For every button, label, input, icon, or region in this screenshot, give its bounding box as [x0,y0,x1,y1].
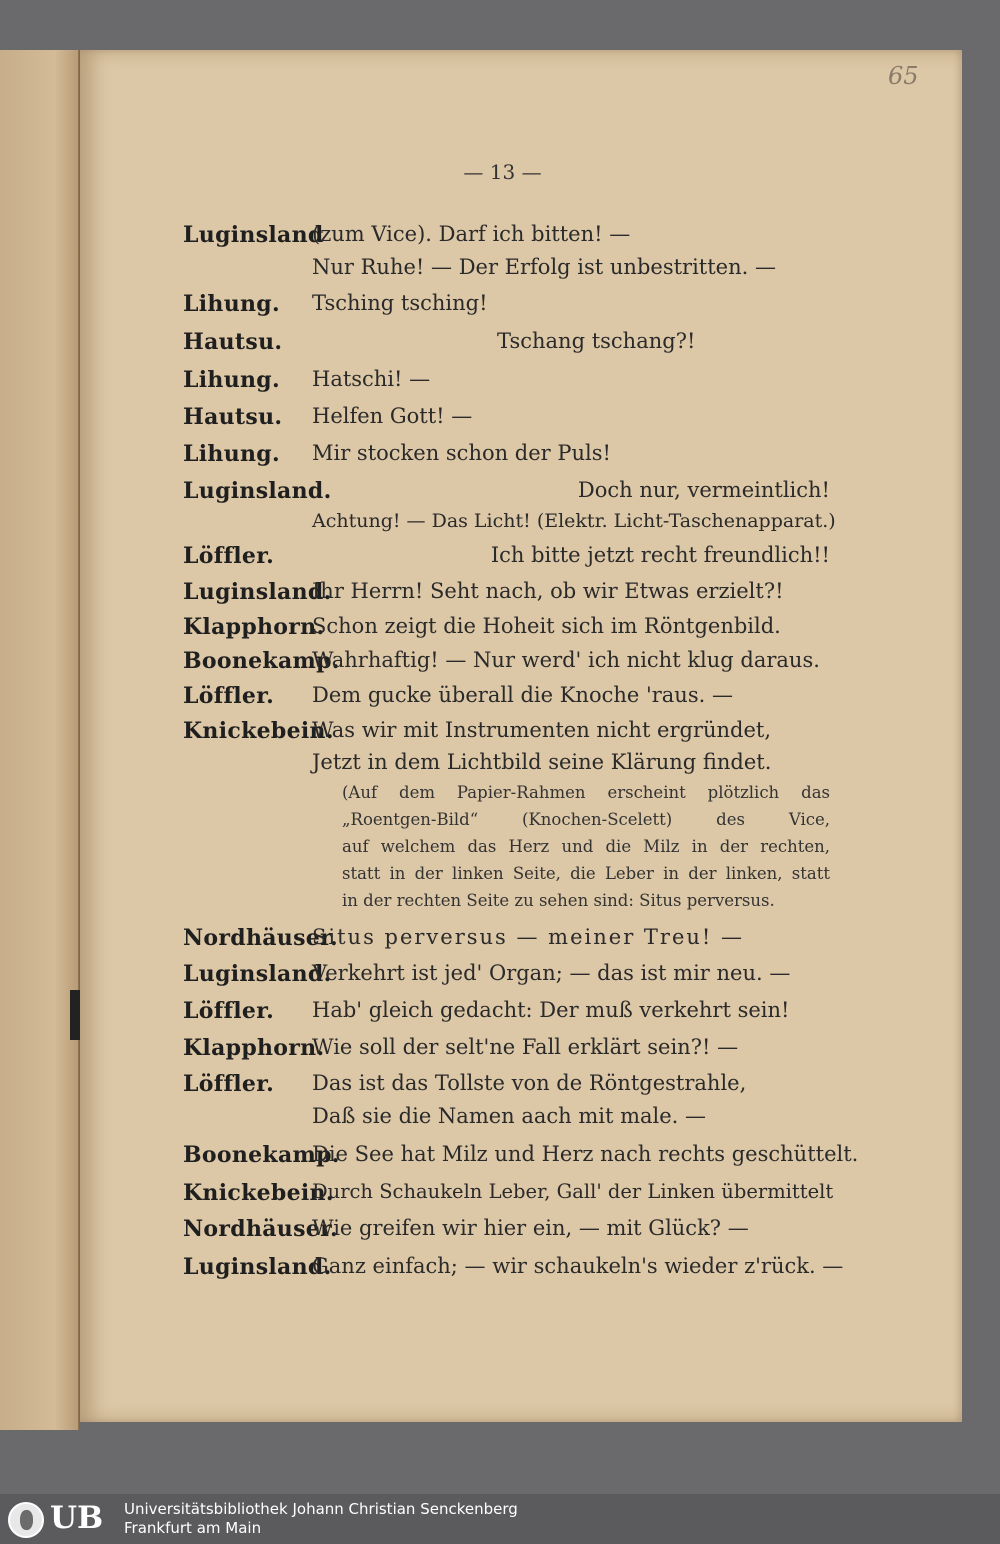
dialogue-line: Die See hat Milz und Herz nach rechts geschüttelt. [312,1142,859,1166]
dialogue-line: Dem gucke überall die Knoche 'raus. — [312,683,733,707]
speaker-name: Luginsland. [183,961,332,987]
speaker-name: Boonekamp. [183,1142,340,1168]
dialogue-line: Achtung! — Das Licht! (Elektr. Licht-Taschenapparat.) [312,510,836,532]
dialogue-line: Situs perversus — meiner Treu! — [312,925,745,949]
library-name: Universitätsbibliothek Johann Christian Senckenberg [124,1500,518,1518]
dialogue-row [0,961,1000,995]
speaker-name: Löffler. [183,683,275,709]
library-city: Frankfurt am Main [124,1519,262,1537]
speaker-name: Nordhäuser. [183,1216,338,1242]
logo-text: UB [50,1500,104,1536]
speaker-name: Hautsu. [183,404,283,430]
dialogue-line: Hab' gleich gedacht: Der muß verkehrt sein! [312,998,790,1022]
dialogue-line: Schon zeigt die Hoheit sich im Röntgenbild. [312,614,781,638]
stage-direction-line: „Roentgen-Bild“ (Knochen-Scelett) des Vice, [342,810,830,829]
dialogue-line: Verkehrt ist jed' Organ; — das ist mir neu. — [312,961,791,985]
dialogue-row [0,1104,1000,1138]
dialogue-line: Tschang tschang?! [497,329,696,353]
dialogue-row [0,998,1000,1032]
dialogue-line: Durch Schaukeln Leber, Gall' der Linken übermittelt [312,1180,834,1203]
stage-direction-line: auf welchem das Herz und die Milz in der rechten, [342,837,830,856]
library-footer [0,1494,1000,1544]
dialogue-line: Hatschi! — [312,367,431,391]
dialogue-row [0,291,1000,325]
stage-direction-line: statt in der linken Seite, die Leber in der linken, statt [342,864,830,883]
dialogue-line: Helfen Gott! — [312,404,473,428]
dialogue-line: (zum Vice). Darf ich bitten! — [312,222,631,246]
dialogue-row [0,925,1000,959]
dialogue-line: Das ist das Tollste von de Röntgestrahle, [312,1071,747,1095]
stage-direction-line: in der rechten Seite zu sehen sind: Situs perversus. [342,891,775,910]
dialogue-row [0,478,1000,512]
dialogue-row [0,1071,1000,1105]
speaker-name: Hautsu. [183,329,283,355]
pencil-annotation: 65 [888,62,919,90]
dialogue-row [0,222,1000,256]
portrait-logo-icon [8,1502,44,1538]
speaker-name: Löffler. [183,998,275,1024]
speaker-name: Luginsland. [183,478,332,504]
speaker-name: Nordhäuser. [183,925,338,951]
dialogue-row [0,1254,1000,1288]
speaker-name: Luginsland [183,222,324,248]
speaker-name: Klapphorn. [183,1035,325,1061]
dialogue-row [0,404,1000,438]
speaker-name: Löffler. [183,543,275,569]
dialogue-line: Ihr Herrn! Seht nach, ob wir Etwas erzielt?! [312,579,784,603]
dialogue-row [0,329,1000,363]
dialogue-row [0,1142,1000,1176]
speaker-name: Luginsland. [183,579,332,605]
dialogue-row [0,367,1000,401]
dialogue-line: Doch nur, vermeintlich! [577,478,830,502]
dialogue-line: Jetzt in dem Lichtbild seine Klärung findet. [312,750,772,774]
dialogue-line: Was wir mit Instrumenten nicht ergründet, [312,718,772,742]
dialogue-row [0,441,1000,475]
dialogue-row [0,648,1000,682]
speaker-name: Boonekamp. [183,648,340,674]
dialogue-line: Ich bitte jetzt recht freundlich!! [490,543,830,567]
dialogue-row [0,718,1000,752]
speaker-name: Lihung. [183,367,280,393]
dialogue-row [0,579,1000,613]
dialogue-row [0,614,1000,648]
dialogue-line: Wie soll der selt'ne Fall erklärt sein?! — [312,1035,739,1059]
dialogue-line: Daß sie die Namen aach mit male. — [312,1104,707,1128]
stage-direction [342,779,830,914]
speaker-name: Löffler. [183,1071,275,1097]
library-logo[interactable] [8,1502,118,1538]
dialogue-row [0,1180,1000,1214]
speaker-name: Knickebein. [183,1180,334,1206]
speaker-name: Lihung. [183,441,280,467]
dialogue-line: Ganz einfach; — wir schaukeln's wieder z'rück. — [312,1254,844,1278]
dialogue-row [0,1216,1000,1250]
dialogue-line: Mir stocken schon der Puls! [312,441,611,465]
dialogue-line: Tsching tsching! [312,291,488,315]
speaker-name: Lihung. [183,291,280,317]
dialogue-row [0,255,1000,289]
speaker-name: Knickebein. [183,718,334,744]
dialogue-line: Nur Ruhe! — Der Erfolg ist unbestritten. — [312,255,776,279]
speaker-name: Klapphorn. [183,614,325,640]
dialogue-line: Wahrhaftig! — Nur werd' ich nicht klug daraus. [312,648,820,672]
dialogue-row [0,1035,1000,1069]
dialogue-row [0,510,1000,544]
page-number: — 13 — [463,160,542,184]
speaker-name: Luginsland. [183,1254,332,1280]
dialogue-line: Wie greifen wir hier ein, — mit Glück? — [312,1216,749,1240]
dialogue-row [0,543,1000,577]
stage-direction-line: (Auf dem Papier-Rahmen erscheint plötzlich das [342,783,830,802]
dialogue-row [0,683,1000,717]
